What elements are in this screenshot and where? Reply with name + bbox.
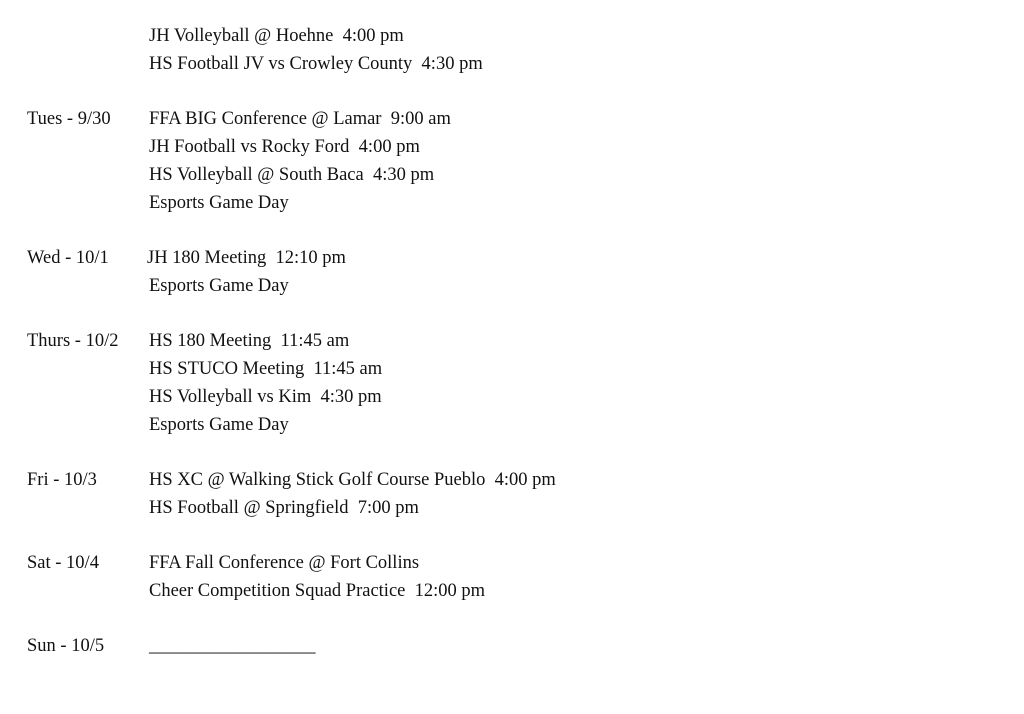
event-list xyxy=(149,244,346,300)
event-item: Esports Game Day xyxy=(149,193,289,213)
event-list xyxy=(149,105,451,217)
event-item: Esports Game Day xyxy=(149,276,289,296)
event-item: HS Football JV vs Crowley County 4:30 pm xyxy=(149,54,483,74)
event-list xyxy=(149,466,556,522)
event-item: HS Volleyball vs Kim 4:30 pm xyxy=(149,387,382,407)
event-list xyxy=(149,327,382,439)
event-item: HS XC @ Walking Stick Golf Course Pueblo 4:00 pm xyxy=(149,470,556,490)
event-item: Cheer Competition Squad Practice 12:00 pm xyxy=(149,581,486,601)
day-label: Sat - 10/4 xyxy=(27,553,99,573)
event-item: JH Football vs Rocky Ford 4:00 pm xyxy=(149,137,420,157)
event-item: HS Volleyball @ South Baca 4:30 pm xyxy=(149,165,435,185)
day-label: Sun - 10/5 xyxy=(27,636,105,656)
day-label: Tues - 9/30 xyxy=(27,109,111,129)
day-label: Wed - 10/1 xyxy=(27,248,109,268)
event-item: HS Football @ Springfield 7:00 pm xyxy=(149,498,419,518)
event-list xyxy=(149,22,483,78)
event-item: JH 180 Meeting 12:10 pm xyxy=(147,248,346,268)
day-label: Fri - 10/3 xyxy=(27,470,97,490)
event-list xyxy=(149,549,485,605)
event-item: Esports Game Day xyxy=(149,415,289,435)
event-item: JH Volleyball @ Hoehne 4:00 pm xyxy=(149,26,404,46)
event-item: HS STUCO Meeting 11:45 am xyxy=(149,359,383,379)
blank-entry-line: __________________ xyxy=(149,636,316,656)
event-item: FFA Fall Conference @ Fort Collins xyxy=(149,553,420,573)
day-label: Thurs - 10/2 xyxy=(27,331,119,351)
event-item: FFA BIG Conference @ Lamar 9:00 am xyxy=(149,109,451,129)
event-item: HS 180 Meeting 11:45 am xyxy=(149,331,350,351)
